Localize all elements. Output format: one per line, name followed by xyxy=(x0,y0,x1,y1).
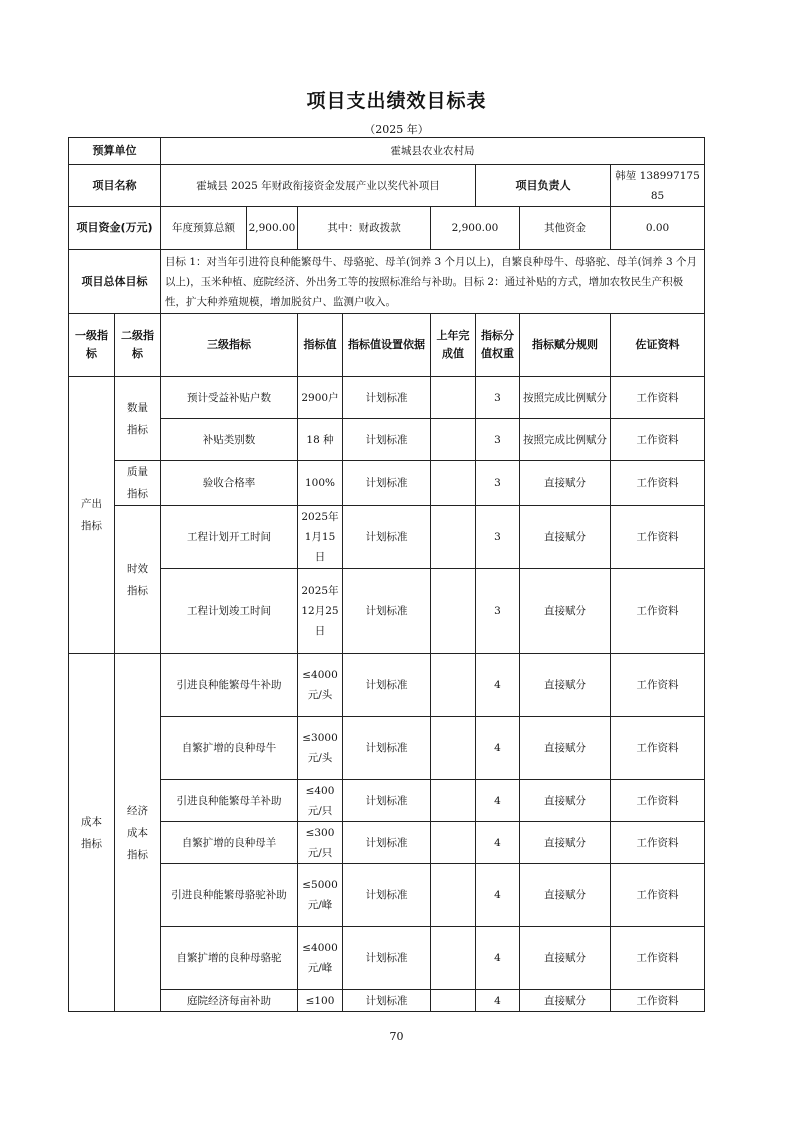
indicator-value: ≤3000元/头 xyxy=(298,717,343,780)
header-rule: 指标赋分规则 xyxy=(520,314,611,377)
fiscal-funds-label: 其中：财政拨款 xyxy=(298,207,431,250)
table-row xyxy=(69,419,705,461)
overall-goal-text: 目标 1：对当年引进符良种能繁母牛、母骆驼、母羊(饲养 3 个月以上)，自繁良种母牛、母骆驼、母羊(饲养 3 个月以上)，玉米种植、庭院经济、外出务工等的按照标准给与补助。目标 2：通过补贴的方式，增加农牧民生产积极性，扩大种养殖规模，增加脱贫户、监测户收入。 xyxy=(161,250,705,314)
group-output: 产出指标 xyxy=(69,377,115,654)
indicator-basis: 计划标准 xyxy=(343,506,431,569)
indicator-value: ≤100 xyxy=(298,990,343,1012)
budget-unit-value: 霍城县农业农村局 xyxy=(161,138,705,165)
indicator-evidence: 工作资料 xyxy=(611,569,705,654)
group-quality: 质量指标 xyxy=(115,461,161,506)
overall-goal-label: 项目总体目标 xyxy=(69,250,161,314)
indicator-name: 自繁扩增的良种母羊 xyxy=(161,822,298,864)
fiscal-funds-value: 2,900.00 xyxy=(431,207,520,250)
indicator-weight: 4 xyxy=(476,864,520,927)
indicator-weight: 4 xyxy=(476,717,520,780)
document-title: 项目支出绩效目标表 xyxy=(306,90,487,112)
table-row xyxy=(69,377,705,419)
indicator-name: 预计受益补贴户数 xyxy=(161,377,298,419)
table-row xyxy=(69,654,705,717)
budget-unit-label: 预算单位 xyxy=(69,138,161,165)
table-row xyxy=(69,506,705,569)
indicator-value: ≤400元/只 xyxy=(298,780,343,822)
indicator-weight: 4 xyxy=(476,990,520,1012)
indicator-weight: 3 xyxy=(476,377,520,419)
indicator-rule: 直接赋分 xyxy=(520,822,611,864)
indicator-basis: 计划标准 xyxy=(343,990,431,1012)
group-cost: 成本指标 xyxy=(69,654,115,1012)
other-funds-value: 0.00 xyxy=(611,207,705,250)
indicator-evidence: 工作资料 xyxy=(611,822,705,864)
indicator-evidence: 工作资料 xyxy=(611,780,705,822)
project-manager-value: 韩堃 13899717585 xyxy=(611,165,705,207)
header-evidence: 佐证资料 xyxy=(611,314,705,377)
indicator-value: 2900户 xyxy=(298,377,343,419)
indicator-basis: 计划标准 xyxy=(343,569,431,654)
indicator-last-year xyxy=(431,377,476,419)
indicator-rule: 直接赋分 xyxy=(520,569,611,654)
indicator-name: 补贴类别数 xyxy=(161,419,298,461)
indicator-value: ≤300元/只 xyxy=(298,822,343,864)
indicator-name: 自繁扩增的良种母牛 xyxy=(161,717,298,780)
indicator-name: 引进良种能繁母骆驼补助 xyxy=(161,864,298,927)
table-row xyxy=(69,461,705,506)
indicator-basis: 计划标准 xyxy=(343,377,431,419)
indicator-basis: 计划标准 xyxy=(343,419,431,461)
header-value: 指标值 xyxy=(298,314,343,377)
project-name-value: 霍城县 2025 年财政衔接资金发展产业以奖代补项目 xyxy=(161,165,476,207)
header-level1: 一级指标 xyxy=(69,314,115,377)
indicator-weight: 4 xyxy=(476,654,520,717)
indicator-weight: 3 xyxy=(476,569,520,654)
indicator-rule: 直接赋分 xyxy=(520,461,611,506)
table-row xyxy=(69,822,705,864)
header-level2: 二级指标 xyxy=(115,314,161,377)
indicator-name: 庭院经济每亩补助 xyxy=(161,990,298,1012)
annual-budget-label: 年度预算总额 xyxy=(161,207,247,249)
table-row xyxy=(69,864,705,927)
indicator-evidence: 工作资料 xyxy=(611,717,705,780)
table-row xyxy=(69,927,705,990)
indicator-last-year xyxy=(431,927,476,990)
indicator-rule: 直接赋分 xyxy=(520,506,611,569)
header-weight: 指标分值权重 xyxy=(476,314,520,377)
document-year: （2025 年） xyxy=(364,123,429,136)
group-quantity: 数量指标 xyxy=(115,377,161,461)
other-funds-label: 其他资金 xyxy=(520,207,611,250)
indicator-last-year xyxy=(431,569,476,654)
indicator-weight: 4 xyxy=(476,927,520,990)
project-manager-label: 项目负责人 xyxy=(476,165,611,207)
indicator-basis: 计划标准 xyxy=(343,654,431,717)
indicator-evidence: 工作资料 xyxy=(611,461,705,506)
annual-budget-value: 2,900.00 xyxy=(248,222,296,234)
indicator-rule: 直接赋分 xyxy=(520,864,611,927)
indicator-name: 引进良种能繁母牛补助 xyxy=(161,654,298,717)
indicator-rule: 直接赋分 xyxy=(520,654,611,717)
indicator-weight: 4 xyxy=(476,822,520,864)
table-row xyxy=(69,990,705,1012)
indicator-name: 工程计划开工时间 xyxy=(161,506,298,569)
indicator-value: 2025年1月15日 xyxy=(298,506,343,569)
indicator-rule: 按照完成比例赋分 xyxy=(520,377,611,419)
indicator-name: 验收合格率 xyxy=(161,461,298,506)
indicator-basis: 计划标准 xyxy=(343,927,431,990)
indicator-basis: 计划标准 xyxy=(343,864,431,927)
indicator-basis: 计划标准 xyxy=(343,717,431,780)
indicator-last-year xyxy=(431,780,476,822)
table-row xyxy=(69,569,705,654)
table-row xyxy=(69,780,705,822)
header-level3: 三级指标 xyxy=(161,314,298,377)
indicator-evidence: 工作资料 xyxy=(611,654,705,717)
page-number: 70 xyxy=(389,1030,404,1043)
indicator-weight: 4 xyxy=(476,780,520,822)
indicator-evidence: 工作资料 xyxy=(611,864,705,927)
indicator-evidence: 工作资料 xyxy=(611,990,705,1012)
indicator-rule: 直接赋分 xyxy=(520,717,611,780)
indicator-weight: 3 xyxy=(476,461,520,506)
indicator-last-year xyxy=(431,461,476,506)
indicator-value: 100% xyxy=(298,461,343,506)
indicator-rule: 直接赋分 xyxy=(520,990,611,1012)
indicator-weight: 3 xyxy=(476,419,520,461)
indicator-last-year xyxy=(431,717,476,780)
indicator-last-year xyxy=(431,654,476,717)
indicator-last-year xyxy=(431,822,476,864)
indicator-value: ≤4000元/头 xyxy=(298,654,343,717)
indicator-rule: 直接赋分 xyxy=(520,780,611,822)
indicator-last-year xyxy=(431,864,476,927)
indicator-basis: 计划标准 xyxy=(343,461,431,506)
group-timeliness: 时效指标 xyxy=(115,506,161,654)
indicator-evidence: 工作资料 xyxy=(611,377,705,419)
performance-target-table xyxy=(68,137,705,1012)
project-name-label: 项目名称 xyxy=(69,165,161,207)
indicator-value: ≤5000元/峰 xyxy=(298,864,343,927)
header-last-year: 上年完成值 xyxy=(431,314,476,377)
indicator-value: 2025年12月25日 xyxy=(298,569,343,654)
indicator-name: 引进良种能繁母羊补助 xyxy=(161,780,298,822)
indicator-last-year xyxy=(431,419,476,461)
indicator-last-year xyxy=(431,990,476,1012)
indicator-evidence: 工作资料 xyxy=(611,419,705,461)
table-row xyxy=(69,717,705,780)
project-fund-label: 项目资金(万元) xyxy=(69,207,161,250)
indicator-weight: 3 xyxy=(476,506,520,569)
indicator-rule: 直接赋分 xyxy=(520,927,611,990)
indicator-name: 工程计划竣工时间 xyxy=(161,569,298,654)
group-economic-cost: 经济成本指标 xyxy=(115,654,161,1012)
indicator-evidence: 工作资料 xyxy=(611,506,705,569)
indicator-basis: 计划标准 xyxy=(343,780,431,822)
indicator-evidence: 工作资料 xyxy=(611,927,705,990)
indicator-value: 18 种 xyxy=(298,419,343,461)
indicator-basis: 计划标准 xyxy=(343,822,431,864)
indicator-name: 自繁扩增的良种母骆驼 xyxy=(161,927,298,990)
indicator-value: ≤4000元/峰 xyxy=(298,927,343,990)
header-basis: 指标值设置依据 xyxy=(343,314,431,377)
indicator-rule: 按照完成比例赋分 xyxy=(520,419,611,461)
indicator-last-year xyxy=(431,506,476,569)
